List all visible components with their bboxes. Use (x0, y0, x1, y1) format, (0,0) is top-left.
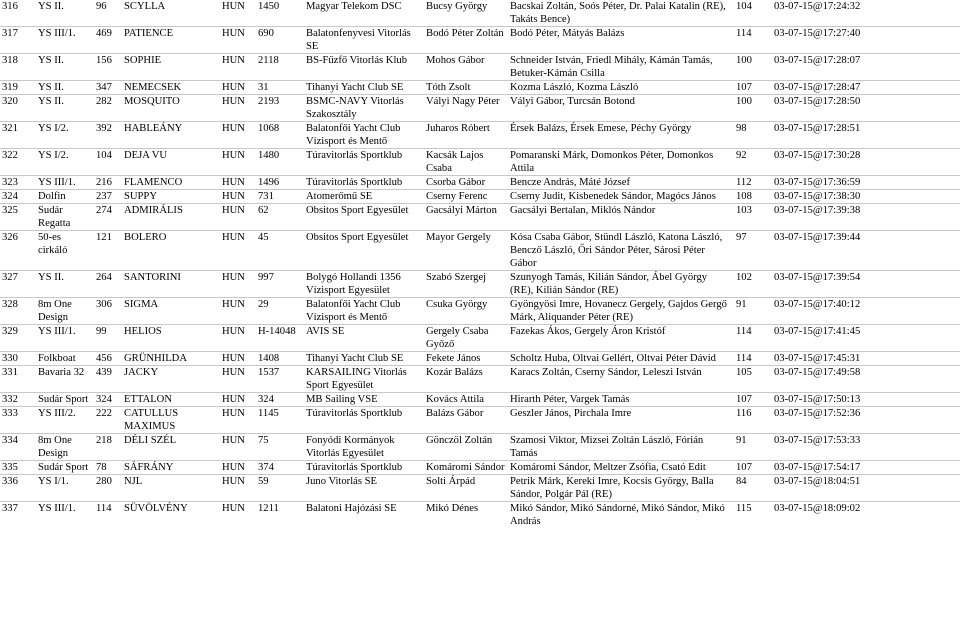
table-row (0, 95, 960, 122)
crew-cell: Bacskai Zoltán, Soós Péter, Dr. Palai Katalin (RE), Takáts Bence) (510, 1, 726, 25)
nation-cell: HUN (222, 503, 245, 514)
registration-number-cell: 324 (258, 394, 274, 405)
club-cell: Balatoni Hajózási SE (306, 503, 397, 514)
club-cell: Tihanyi Yacht Club SE (306, 353, 404, 364)
sail-number-cell: 216 (96, 177, 112, 188)
points-cell: 104 (736, 1, 752, 12)
skipper-cell: Komáromi Sándor (426, 462, 505, 473)
registration-number-cell: 29 (258, 299, 269, 310)
nation-cell: HUN (222, 326, 245, 337)
boat-name-cell: SCYLLA (124, 1, 166, 12)
rank-cell: 323 (2, 177, 18, 188)
boat-name-cell: NEMECSEK (124, 82, 182, 93)
rank-cell: 329 (2, 326, 18, 337)
club-cell: Tihanyi Yacht Club SE (306, 82, 404, 93)
registration-number-cell: 59 (258, 476, 269, 487)
crew-cell: Mikó Sándor, Mikó Sándorné, Mikó Sándor, Mikó András (510, 503, 725, 527)
finish-time-cell: 03-07-15@17:39:54 (774, 272, 861, 283)
class-cell: Sudár Sport (38, 394, 89, 405)
nation-cell: HUN (222, 408, 245, 419)
boat-name-cell: HELIOS (124, 326, 162, 337)
points-cell: 100 (736, 55, 752, 66)
boat-name-cell: SIGMA (124, 299, 159, 310)
nation-cell: HUN (222, 177, 245, 188)
nation-cell: HUN (222, 435, 245, 446)
table-row (0, 352, 960, 366)
finish-time-cell: 03-07-15@17:30:28 (774, 150, 861, 161)
registration-number-cell: 31 (258, 82, 269, 93)
points-cell: 102 (736, 272, 752, 283)
club-cell: Juno Vitorlás SE (306, 476, 377, 487)
table-row (0, 54, 960, 81)
club-cell: Túravitorlás Sportklub (306, 462, 403, 473)
rank-cell: 332 (2, 394, 18, 405)
class-cell: YS I/1. (38, 476, 69, 487)
class-cell: Sudár Sport (38, 462, 89, 473)
table-row (0, 149, 960, 176)
table-row (0, 434, 960, 461)
rank-cell: 328 (2, 299, 18, 310)
boat-name-cell: SOPHIE (124, 55, 162, 66)
nation-cell: HUN (222, 353, 245, 364)
crew-cell: Szunyogh Tamás, Kilián Sándor, Ábel György (RE), Kilián Sándor (RE) (510, 272, 708, 296)
rank-cell: 322 (2, 150, 18, 161)
registration-number-cell: H-14048 (258, 326, 296, 337)
club-cell: BS-Fűzfő Vitorlás Klub (306, 55, 407, 66)
table-row (0, 231, 960, 271)
skipper-cell: Gönczöl Zoltán (426, 435, 493, 446)
nation-cell: HUN (222, 232, 245, 243)
crew-cell: Bencze András, Máté József (510, 177, 631, 188)
rank-cell: 333 (2, 408, 18, 419)
skipper-cell: Csorba Gábor (426, 177, 486, 188)
crew-cell: Kozma László, Kozma László (510, 82, 639, 93)
table-row (0, 176, 960, 190)
finish-time-cell: 03-07-15@17:38:30 (774, 191, 861, 202)
skipper-cell: Tóth Zsolt (426, 82, 471, 93)
registration-number-cell: 1450 (258, 1, 280, 12)
skipper-cell: Balázs Gábor (426, 408, 484, 419)
skipper-cell: Csuka György (426, 299, 488, 310)
finish-time-cell: 03-07-15@17:28:47 (774, 82, 861, 93)
class-cell: YS III/1. (38, 28, 76, 39)
finish-time-cell: 03-07-15@17:54:17 (774, 462, 861, 473)
rank-cell: 336 (2, 476, 18, 487)
class-cell: YS III/1. (38, 326, 76, 337)
finish-time-cell: 03-07-15@17:27:40 (774, 28, 861, 39)
rank-cell: 330 (2, 353, 18, 364)
finish-time-cell: 03-07-15@17:53:33 (774, 435, 861, 446)
table-row (0, 0, 960, 27)
points-cell: 91 (736, 435, 747, 446)
registration-number-cell: 1068 (258, 123, 280, 134)
finish-time-cell: 03-07-15@17:28:50 (774, 96, 861, 107)
club-cell: Fonyódi Kormányok Vitorlás Egyesület (306, 435, 395, 459)
rank-cell: 320 (2, 96, 18, 107)
registration-number-cell: 690 (258, 28, 274, 39)
boat-name-cell: SÁFRÁNY (124, 462, 174, 473)
class-cell: YS II. (38, 55, 64, 66)
nation-cell: HUN (222, 205, 245, 216)
class-cell: 50-es cirkáló (38, 232, 68, 256)
crew-cell: Komáromi Sándor, Meltzer Zsófia, Csató Edit (510, 462, 706, 473)
points-cell: 116 (736, 408, 752, 419)
sail-number-cell: 264 (96, 272, 112, 283)
registration-number-cell: 731 (258, 191, 274, 202)
registration-number-cell: 374 (258, 462, 274, 473)
sail-number-cell: 156 (96, 55, 112, 66)
rank-cell: 324 (2, 191, 18, 202)
crew-cell: Vályi Gábor, Turcsán Botond (510, 96, 635, 107)
crew-cell: Érsek Balázs, Érsek Emese, Péchy György (510, 123, 692, 134)
crew-cell: Kósa Csaba Gábor, Stündl László, Katona László, Bencző László, Őri Sándor Péter, Sárosi Péter Gábor (510, 232, 723, 269)
boat-name-cell: ETTALON (124, 394, 172, 405)
club-cell: Obsitos Sport Egyesület (306, 205, 409, 216)
boat-name-cell: FLAMENCO (124, 177, 183, 188)
club-cell: Bolygó Hollandi 1356 Vízisport Egyesület (306, 272, 401, 296)
nation-cell: HUN (222, 299, 245, 310)
finish-time-cell: 03-07-15@17:45:31 (774, 353, 861, 364)
class-cell: Folkboat (38, 353, 76, 364)
crew-cell: Szamosi Viktor, Mizsei Zoltán László, Fórián Tamás (510, 435, 704, 459)
points-cell: 112 (736, 177, 752, 188)
club-cell: Balatonfenyvesi Vitorlás SE (306, 28, 411, 52)
boat-name-cell: MOSQUITO (124, 96, 180, 107)
table-row (0, 407, 960, 434)
skipper-cell: Kozár Balázs (426, 367, 483, 378)
class-cell: YS III/1. (38, 177, 76, 188)
sail-number-cell: 280 (96, 476, 112, 487)
table-row (0, 190, 960, 204)
club-cell: Balatonfői Yacht Club Vízisport és Mentő (306, 299, 401, 323)
sail-number-cell: 306 (96, 299, 112, 310)
class-cell: Bavaria 32 (38, 367, 85, 378)
table-row (0, 475, 960, 502)
registration-number-cell: 1537 (258, 367, 280, 378)
rank-cell: 334 (2, 435, 18, 446)
finish-time-cell: 03-07-15@17:52:36 (774, 408, 861, 419)
skipper-cell: Gergely Csaba Győző (426, 326, 489, 350)
class-cell: YS II. (38, 1, 64, 12)
sail-number-cell: 439 (96, 367, 112, 378)
points-cell: 92 (736, 150, 747, 161)
class-cell: 8m One Design (38, 435, 72, 459)
points-cell: 107 (736, 82, 752, 93)
boat-name-cell: CATULLUS MAXIMUS (124, 408, 179, 432)
points-cell: 114 (736, 28, 752, 39)
rank-cell: 325 (2, 205, 18, 216)
sail-number-cell: 114 (96, 503, 112, 514)
rank-cell: 317 (2, 28, 18, 39)
points-cell: 114 (736, 326, 752, 337)
table-row (0, 204, 960, 231)
registration-number-cell: 75 (258, 435, 269, 446)
crew-cell: Cserny Judit, Kisbenedek Sándor, Magócs János (510, 191, 716, 202)
crew-cell: Schneider István, Friedl Mihály, Kámán Tamás, Betuker-Kámán Csilla (510, 55, 713, 79)
registration-number-cell: 1408 (258, 353, 280, 364)
sail-number-cell: 324 (96, 394, 112, 405)
registration-number-cell: 1145 (258, 408, 279, 419)
nation-cell: HUN (222, 272, 245, 283)
club-cell: Túravitorlás Sportklub (306, 150, 403, 161)
skipper-cell: Mayor Gergely (426, 232, 491, 243)
finish-time-cell: 03-07-15@17:39:38 (774, 205, 861, 216)
finish-time-cell: 03-07-15@17:24:32 (774, 1, 861, 12)
sail-number-cell: 222 (96, 408, 112, 419)
sail-number-cell: 274 (96, 205, 112, 216)
table-row (0, 298, 960, 325)
crew-cell: Gacsályi Bertalan, Miklós Nándor (510, 205, 656, 216)
skipper-cell: Bucsy György (426, 1, 488, 12)
rank-cell: 319 (2, 82, 18, 93)
nation-cell: HUN (222, 1, 245, 12)
nation-cell: HUN (222, 191, 245, 202)
skipper-cell: Kacsák Lajos Csaba (426, 150, 484, 174)
nation-cell: HUN (222, 462, 245, 473)
finish-time-cell: 03-07-15@17:49:58 (774, 367, 861, 378)
class-cell: YS III/2. (38, 408, 76, 419)
table-row (0, 81, 960, 95)
boat-name-cell: NJL (124, 476, 143, 487)
registration-number-cell: 2193 (258, 96, 280, 107)
club-cell: KARSAILING Vitorlás Sport Egyesület (306, 367, 407, 391)
crew-cell: Bodó Péter, Mátyás Balázs (510, 28, 625, 39)
nation-cell: HUN (222, 55, 245, 66)
skipper-cell: Mikó Dénes (426, 503, 479, 514)
skipper-cell: Juharos Róbert (426, 123, 490, 134)
nation-cell: HUN (222, 82, 245, 93)
nation-cell: HUN (222, 150, 245, 161)
sail-number-cell: 99 (96, 326, 107, 337)
registration-number-cell: 1211 (258, 503, 279, 514)
sail-number-cell: 121 (96, 232, 112, 243)
skipper-cell: Kovács Attila (426, 394, 484, 405)
registration-number-cell: 997 (258, 272, 274, 283)
rank-cell: 316 (2, 1, 18, 12)
nation-cell: HUN (222, 28, 245, 39)
crew-cell: Pomaranski Márk, Domonkos Péter, Domonkos Attila (510, 150, 714, 174)
club-cell: Atomerőmű SE (306, 191, 373, 202)
nation-cell: HUN (222, 476, 245, 487)
nation-cell: HUN (222, 123, 245, 134)
table-row (0, 325, 960, 352)
boat-name-cell: BOLERO (124, 232, 167, 243)
sail-number-cell: 469 (96, 28, 112, 39)
table-row (0, 122, 960, 149)
boat-name-cell: GRÜNHILDA (124, 353, 187, 364)
points-cell: 84 (736, 476, 747, 487)
finish-time-cell: 03-07-15@17:40:12 (774, 299, 861, 310)
sail-number-cell: 282 (96, 96, 112, 107)
rank-cell: 318 (2, 55, 18, 66)
finish-time-cell: 03-07-15@17:39:44 (774, 232, 861, 243)
points-cell: 97 (736, 232, 747, 243)
rank-cell: 327 (2, 272, 18, 283)
points-cell: 105 (736, 367, 752, 378)
class-cell: YS II. (38, 96, 64, 107)
class-cell: YS III/1. (38, 503, 76, 514)
crew-cell: Gyöngyösi Imre, Hovanecz Gergely, Gajdos Gergő Márk, Aliquander Péter (RE) (510, 299, 727, 323)
registration-number-cell: 62 (258, 205, 269, 216)
finish-time-cell: 03-07-15@17:28:51 (774, 123, 861, 134)
registration-number-cell: 45 (258, 232, 269, 243)
nation-cell: HUN (222, 394, 245, 405)
boat-name-cell: SANTORINI (124, 272, 181, 283)
table-row (0, 271, 960, 298)
class-cell: YS II. (38, 272, 64, 283)
sail-number-cell: 218 (96, 435, 112, 446)
boat-name-cell: JACKY (124, 367, 159, 378)
points-cell: 108 (736, 191, 752, 202)
club-cell: MB Sailing VSE (306, 394, 378, 405)
class-cell: YS II. (38, 82, 64, 93)
rank-cell: 331 (2, 367, 18, 378)
points-cell: 115 (736, 503, 752, 514)
finish-time-cell: 03-07-15@18:04:51 (774, 476, 861, 487)
finish-time-cell: 03-07-15@17:28:07 (774, 55, 861, 66)
class-cell: YS I/2. (38, 123, 69, 134)
boat-name-cell: ADMIRÁLIS (124, 205, 183, 216)
table-row (0, 502, 960, 529)
sail-number-cell: 347 (96, 82, 112, 93)
crew-cell: Geszler János, Pirchala Imre (510, 408, 632, 419)
sail-number-cell: 96 (96, 1, 107, 12)
table-row (0, 461, 960, 475)
skipper-cell: Cserny Ferenc (426, 191, 488, 202)
skipper-cell: Solti Árpád (426, 476, 476, 487)
class-cell: Sudár Regatta (38, 205, 71, 229)
finish-time-cell: 03-07-15@17:41:45 (774, 326, 861, 337)
crew-cell: Hirarth Péter, Vargek Tamás (510, 394, 630, 405)
sail-number-cell: 456 (96, 353, 112, 364)
skipper-cell: Mohos Gábor (426, 55, 485, 66)
club-cell: Obsitos Sport Egyesület (306, 232, 409, 243)
skipper-cell: Gacsályi Márton (426, 205, 497, 216)
boat-name-cell: DÉLI SZÉL (124, 435, 177, 446)
finish-time-cell: 03-07-15@17:50:13 (774, 394, 861, 405)
rank-cell: 337 (2, 503, 18, 514)
registration-number-cell: 1480 (258, 150, 280, 161)
club-cell: BSMC-NAVY Vitorlás Szakosztály (306, 96, 404, 120)
points-cell: 107 (736, 462, 752, 473)
club-cell: AVIS SE (306, 326, 345, 337)
crew-cell: Scholtz Huba, Oltvai Gellért, Oltvai Péter Dávid (510, 353, 716, 364)
club-cell: Túravitorlás Sportklub (306, 177, 403, 188)
sail-number-cell: 78 (96, 462, 107, 473)
points-cell: 103 (736, 205, 752, 216)
boat-name-cell: HABLEÁNY (124, 123, 183, 134)
skipper-cell: Bodó Péter Zoltán (426, 28, 504, 39)
sail-number-cell: 392 (96, 123, 112, 134)
skipper-cell: Fekete János (426, 353, 481, 364)
points-cell: 107 (736, 394, 752, 405)
boat-name-cell: DEJA VU (124, 150, 168, 161)
rank-cell: 326 (2, 232, 18, 243)
sail-number-cell: 237 (96, 191, 112, 202)
class-cell: YS I/2. (38, 150, 69, 161)
rank-cell: 321 (2, 123, 18, 134)
nation-cell: HUN (222, 367, 245, 378)
boat-name-cell: SUPPY (124, 191, 157, 202)
class-cell: 8m One Design (38, 299, 72, 323)
class-cell: Dolfin (38, 191, 66, 202)
registration-number-cell: 1496 (258, 177, 280, 188)
boat-name-cell: SÜVÖLVÉNY (124, 503, 188, 514)
club-cell: Balatonfői Yacht Club Vízisport és Mentő (306, 123, 401, 147)
nation-cell: HUN (222, 96, 245, 107)
points-cell: 91 (736, 299, 747, 310)
crew-cell: Petrik Márk, Kereki Imre, Kocsis György, Balla Sándor, Polgár Pál (RE) (510, 476, 714, 500)
finish-time-cell: 03-07-15@18:09:02 (774, 503, 861, 514)
club-cell: Magyar Telekom DSC (306, 1, 402, 12)
table-row (0, 393, 960, 407)
crew-cell: Fazekas Ákos, Gergely Áron Kristóf (510, 326, 666, 337)
club-cell: Túravitorlás Sportklub (306, 408, 403, 419)
skipper-cell: Szabó Szergej (426, 272, 487, 283)
skipper-cell: Vályi Nagy Péter (426, 96, 500, 107)
table-row (0, 366, 960, 393)
boat-name-cell: PATIENCE (124, 28, 174, 39)
points-cell: 100 (736, 96, 752, 107)
sail-number-cell: 104 (96, 150, 112, 161)
table-row (0, 27, 960, 54)
rank-cell: 335 (2, 462, 18, 473)
finish-time-cell: 03-07-15@17:36:59 (774, 177, 861, 188)
registration-number-cell: 2118 (258, 55, 279, 66)
points-cell: 114 (736, 353, 752, 364)
crew-cell: Karacs Zoltán, Cserny Sándor, Leleszi István (510, 367, 702, 378)
points-cell: 98 (736, 123, 747, 134)
